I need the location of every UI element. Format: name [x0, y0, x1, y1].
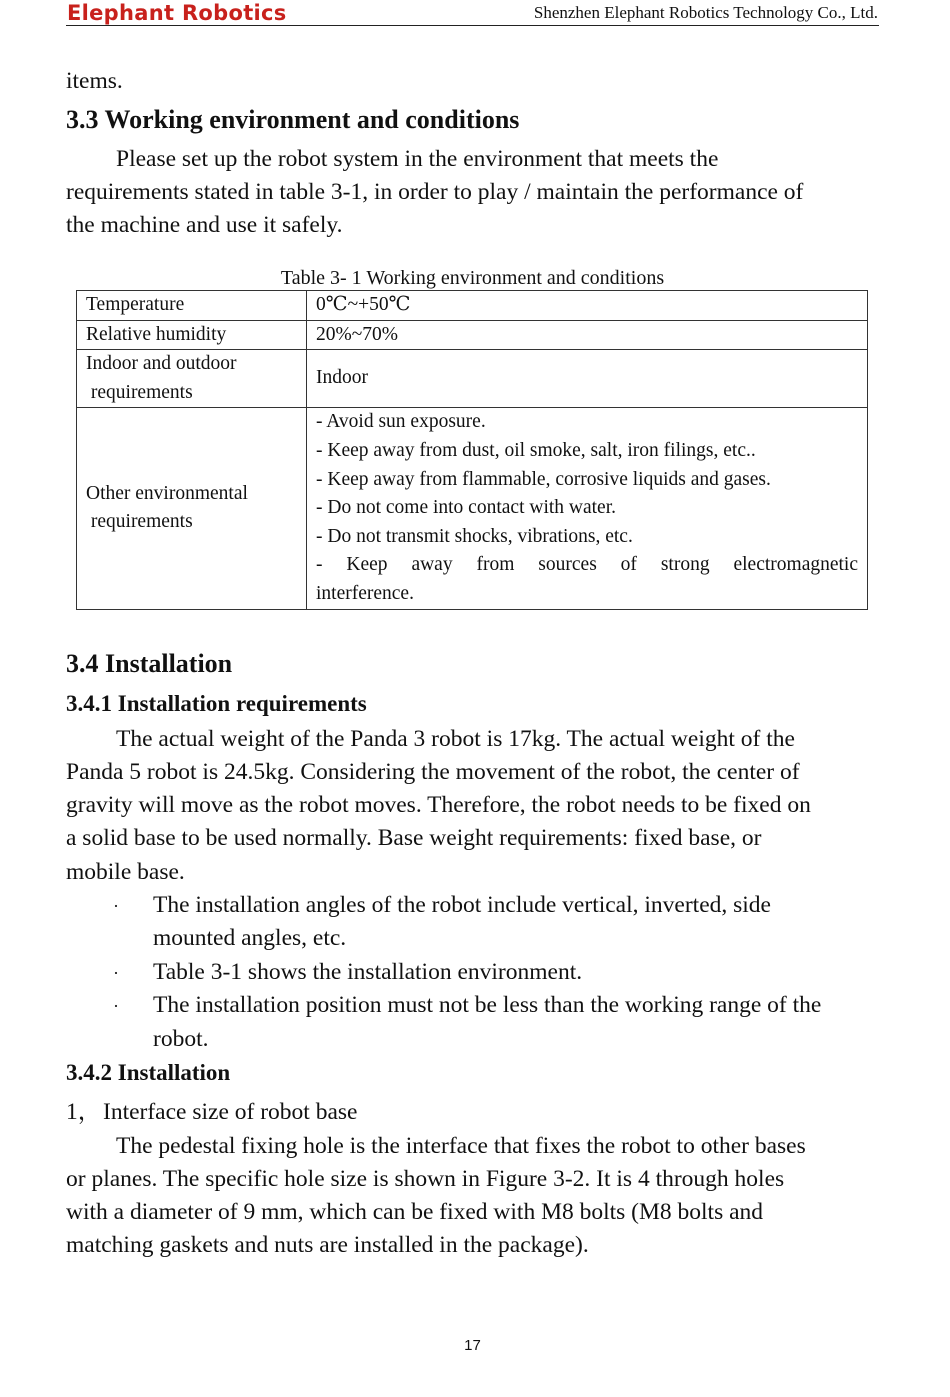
- paragraph-line: The actual weight of the Panda 3 robot is 17kg. The actual weight of the: [116, 726, 795, 752]
- table-value-cell: Indoor: [307, 350, 868, 408]
- table-row: [77, 291, 868, 321]
- bullet-text: mounted angles, etc.: [153, 925, 347, 951]
- paragraph-line: The pedestal fixing hole is the interface that fixes the robot to other bases: [116, 1133, 806, 1159]
- requirement-line: - Keep away from sources of strong electromagnetic: [316, 554, 858, 576]
- paragraph-line: Please set up the robot system in the environment that meets the: [116, 146, 719, 172]
- subsection-3-4-2-title: 3.4.2 Installation: [66, 1060, 231, 1085]
- key-line: Indoor and outdoor: [86, 353, 237, 375]
- page-number: 17: [464, 1337, 481, 1354]
- company-logo: Elephant Robotics: [67, 1, 287, 25]
- paragraph-line: with a diameter of 9 mm, which can be fixed with M8 bolts (M8 bolts and: [66, 1199, 764, 1225]
- paragraph-line: or planes. The specific hole size is shown in Figure 3-2. It is 4 through holes: [66, 1166, 785, 1192]
- table-value-cell: 20%~70%: [307, 320, 868, 350]
- paragraph-line: the machine and use it safely.: [66, 212, 343, 238]
- company-name: Shenzhen Elephant Robotics Technology Co., Ltd.: [533, 3, 878, 22]
- table-key-cell: Relative humidity: [77, 320, 307, 350]
- paragraph-line: requirements stated in table 3-1, in order to play / maintain the performance of: [66, 179, 804, 205]
- table-key-cell: [77, 350, 307, 408]
- table-value-cell: 0℃~+50℃: [307, 291, 868, 321]
- bullet-mark: ·: [113, 963, 119, 983]
- bullet-text: The installation angles of the robot include vertical, inverted, side: [153, 892, 771, 918]
- requirement-line: - Do not transmit shocks, vibrations, etc.: [316, 525, 633, 547]
- paragraph-line: a solid base to be used normally. Base weight requirements: fixed base, or: [66, 825, 762, 851]
- requirement-line: - Keep away from flammable, corrosive liquids and gases.: [316, 468, 771, 490]
- subsection-3-4-1-title: 3.4.1 Installation requirements: [66, 691, 367, 716]
- header-divider: [66, 25, 879, 26]
- intro-fragment: items.: [66, 68, 123, 94]
- bullet-text: robot.: [153, 1026, 209, 1052]
- requirement-line: - Keep away from dust, oil smoke, salt, iron filings, etc..: [316, 439, 756, 461]
- table-key-cell: [77, 408, 307, 609]
- key-line: Other environmental: [86, 482, 248, 504]
- table-row: [77, 320, 868, 350]
- key-line: requirements: [86, 511, 193, 533]
- table-value-cell: [307, 408, 868, 609]
- key-line: requirements: [86, 381, 193, 403]
- bullet-text: Table 3-1 shows the installation environment.: [153, 959, 583, 985]
- paragraph-line: gravity will move as the robot moves. Therefore, the robot needs to be fixed on: [66, 792, 811, 818]
- environment-table: [76, 290, 868, 610]
- requirement-line: interference.: [316, 582, 414, 604]
- requirement-line: - Do not come into contact with water.: [316, 497, 617, 519]
- paragraph-line: Panda 5 robot is 24.5kg. Considering the movement of the robot, the center of: [66, 759, 800, 785]
- table-row: [77, 408, 868, 609]
- section-3-4-title: 3.4 Installation: [66, 649, 233, 678]
- item-number: 1，: [66, 1099, 102, 1125]
- requirement-line: - Avoid sun exposure.: [316, 411, 486, 433]
- paragraph-line: matching gaskets and nuts are installed in the package).: [66, 1232, 589, 1258]
- paragraph-line: mobile base.: [66, 859, 185, 885]
- table-row: [77, 350, 868, 408]
- item-title: Interface size of robot base: [103, 1099, 358, 1125]
- table-caption: Table 3- 1 Working environment and conditions: [280, 267, 665, 289]
- section-3-3-title: 3.3 Working environment and conditions: [66, 105, 520, 134]
- table-key-cell: Temperature: [77, 291, 307, 321]
- bullet-text: The installation position must not be less than the working range of the: [153, 992, 822, 1018]
- bullet-mark: ·: [113, 896, 119, 916]
- bullet-mark: ·: [113, 996, 119, 1016]
